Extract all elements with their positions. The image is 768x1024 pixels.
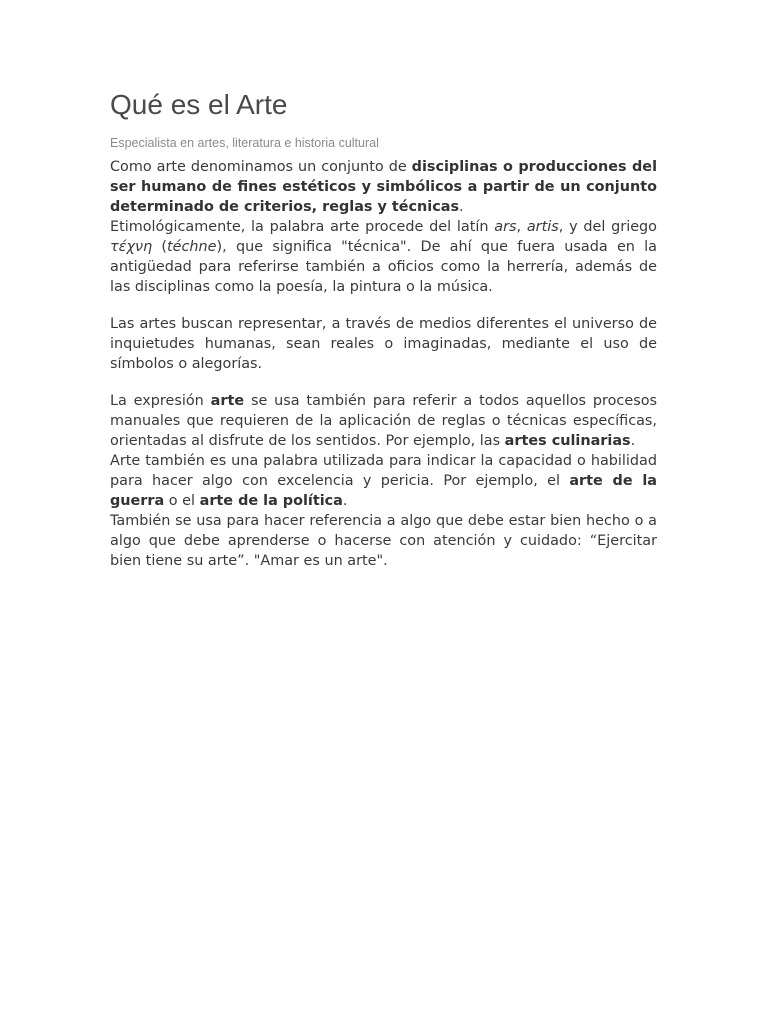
bold-text: arte xyxy=(210,393,245,409)
text-run: . xyxy=(342,493,348,509)
text-run: La expresión xyxy=(110,393,211,409)
paragraph-representation: Las artes buscan representar, a través de medios diferentes el universo de inquietudes humanas, sean reales o imaginadas, mediante el uso de símbolos o alegorías. xyxy=(110,316,657,372)
text-run: Como arte denominamos un conjunto de xyxy=(110,159,412,175)
paragraph-spacer xyxy=(110,374,657,391)
italic-text: artis xyxy=(526,219,559,235)
bold-text: arte de la guerra xyxy=(110,473,658,509)
paragraph-spacer xyxy=(110,297,657,314)
greek-word: τέχνη xyxy=(110,239,153,255)
paragraph-definition xyxy=(110,157,657,217)
text-run: . xyxy=(459,199,464,215)
paragraph-care: También se usa para hacer referencia a algo que debe estar bien hecho o a algo que debe aprenderse o hacerse con atención y cuidado: “Ejercitar bien tiene su arte”. "Amar es un arte". xyxy=(110,513,657,569)
italic-text: ars xyxy=(494,219,517,235)
paragraph-etymology xyxy=(110,217,657,297)
text-run: ), que significa "técnica". De ahí que fuera usada en la antigüedad para referirse también a oficios como la herrería, además de las disciplinas como la poesía, la pintura o la música. xyxy=(110,239,657,295)
page-title: Qué es el Arte xyxy=(110,89,288,120)
text-run: Etimológicamente, la palabra arte procede del latín xyxy=(110,219,495,235)
text-run: , y del griego xyxy=(558,219,657,235)
paragraph-skill xyxy=(110,451,657,511)
bold-text: artes culinarias xyxy=(504,433,631,449)
text-run: . xyxy=(630,433,636,449)
text-run: , xyxy=(516,219,527,235)
text-run: o el xyxy=(164,493,200,509)
document-page xyxy=(110,84,657,571)
bold-text: arte de la política xyxy=(199,493,343,509)
author-subtitle: Especialista en artes, literatura e historia cultural xyxy=(110,136,379,150)
text-run: se usa también para referir a todos aquellos procesos manuales que requieren de la aplicación de reglas o técnicas específicas, orientadas al disfrute de los sentidos. Por ejemplo, las xyxy=(110,393,657,449)
paragraph-expression xyxy=(110,391,657,451)
text-run: Arte también es una palabra utilizada para indicar la capacidad o habilidad para hacer algo con excelencia y pericia. Por ejemplo, el xyxy=(110,453,657,489)
text-run: ( xyxy=(152,239,168,255)
italic-text: téchne xyxy=(167,239,217,255)
bold-text: disciplinas o producciones del ser humano de fines estéticos y simbólicos a partir de un conjunto determinado de criterios, reglas y técnicas xyxy=(110,159,657,215)
